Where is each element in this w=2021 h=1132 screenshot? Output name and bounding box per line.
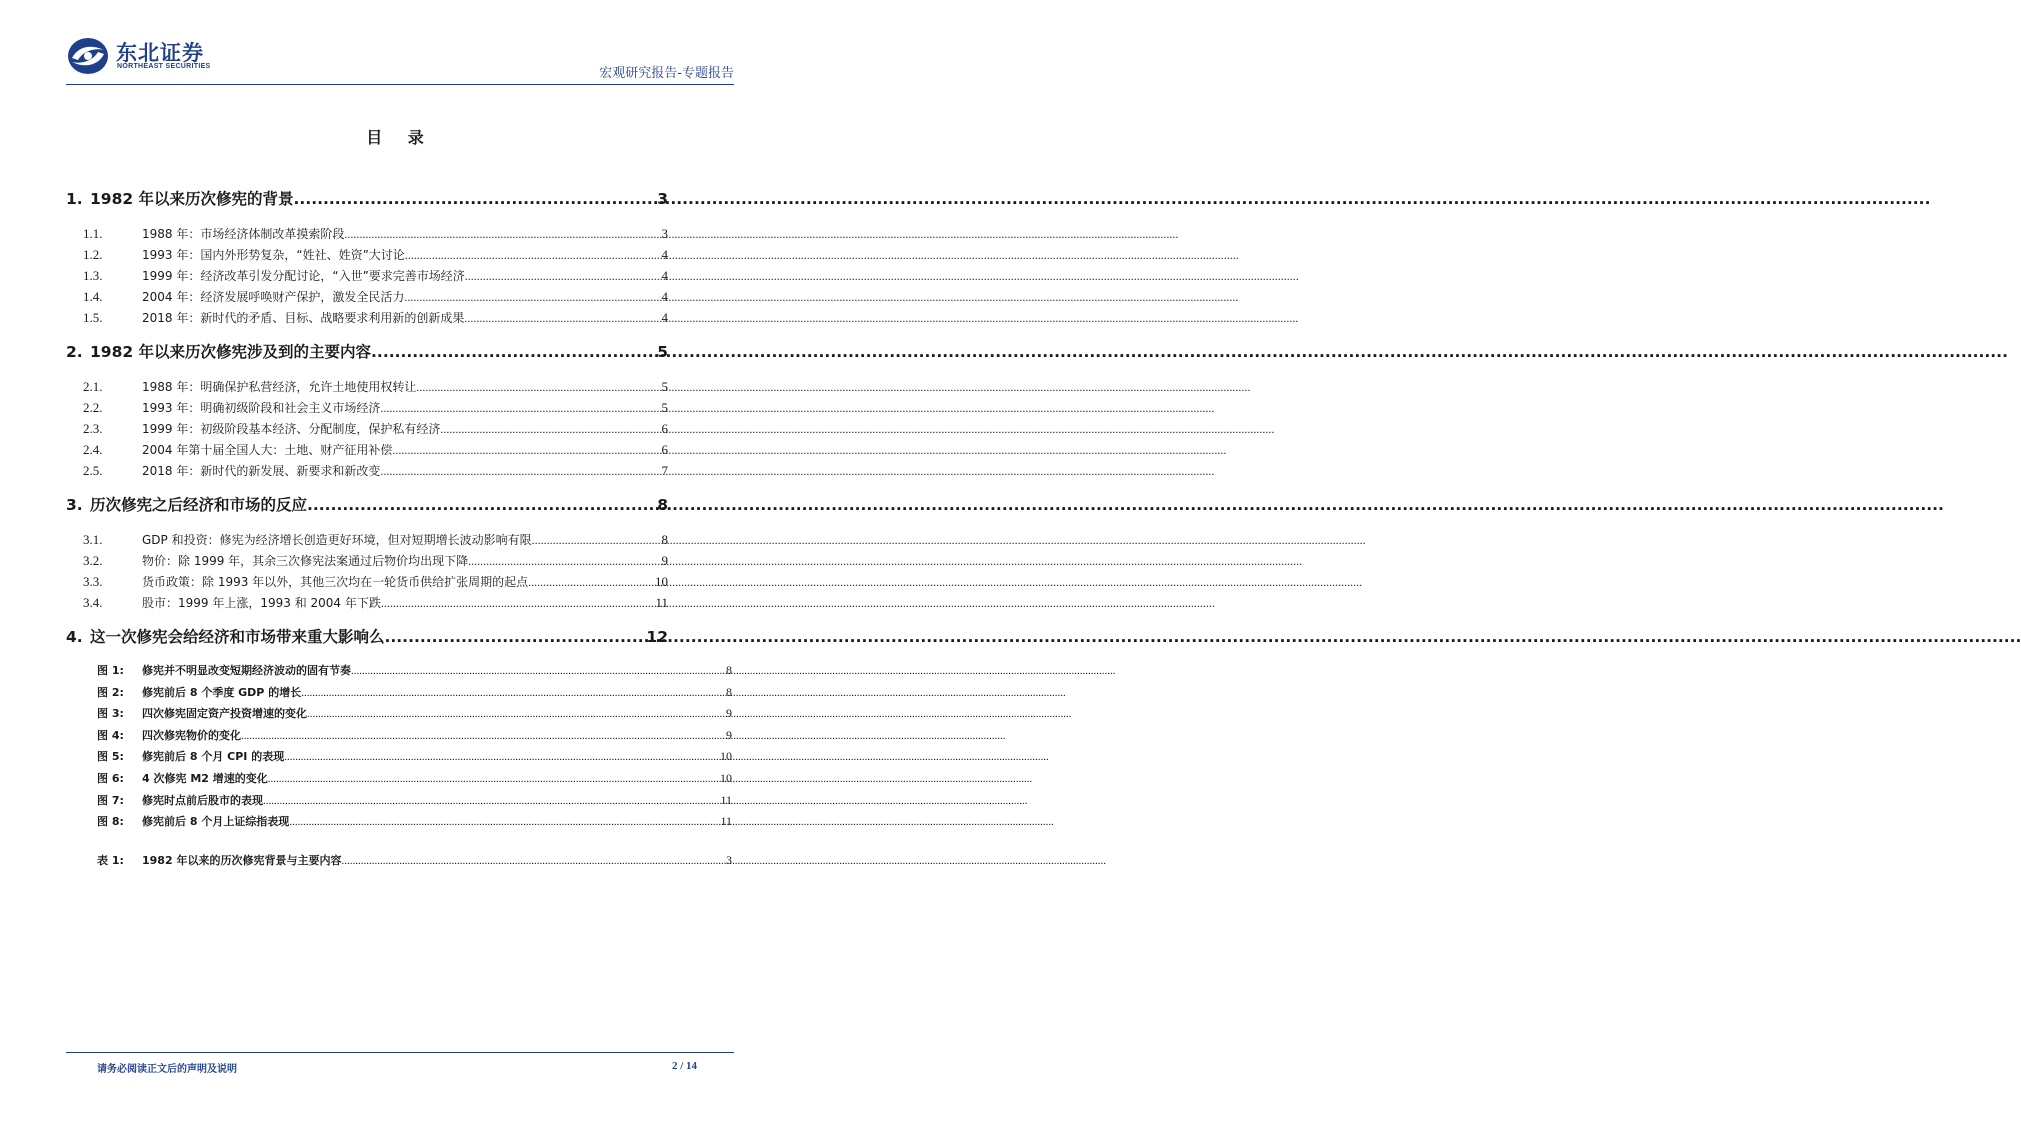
entry-page-number: 10 (720, 770, 732, 785)
entry-page-number: 10 (655, 574, 668, 589)
dot-leader (404, 287, 660, 308)
entry-page-number: 8 (657, 496, 668, 514)
entry-page-number: 9 (726, 706, 732, 721)
entry-title: 股市：1999 年上涨，1993 和 2004 年下跌 (142, 596, 381, 610)
toc-subsection-entry[interactable] (66, 529, 668, 550)
entry-page-number: 4 (661, 289, 668, 304)
entry-number: 2.4. (83, 442, 103, 457)
entry-number: 图 4: (97, 728, 124, 742)
dot-leader (268, 769, 719, 791)
entry-page-number: 5 (657, 343, 668, 361)
dot-leader (241, 726, 725, 748)
entry-number: 3.3. (83, 574, 103, 589)
figure-list-entry[interactable] (97, 682, 732, 704)
entry-number: 图 3: (97, 707, 124, 721)
entry-page-number: 4 (661, 310, 668, 325)
entry-page-number: 10 (720, 749, 732, 764)
spacer (66, 613, 668, 624)
entry-title: 历次修宪之后经济和市场的反应 (90, 496, 308, 514)
entry-number: 4. (66, 628, 83, 646)
toc-subsection-entry[interactable] (66, 376, 668, 397)
entry-number: 2.5. (83, 463, 103, 478)
entry-title: GDP 和投资：修宪为经济增长创造更好环境，但对短期增长波动影响有限 (142, 533, 532, 547)
entry-page-number: 9 (661, 553, 668, 568)
entry-page-number: 4 (661, 268, 668, 283)
entry-number: 3.4. (83, 595, 103, 610)
toc-subsection-entry[interactable] (66, 397, 668, 418)
entry-page-number: 11 (655, 595, 668, 610)
entry-page-number: 8 (726, 663, 732, 677)
entry-title: 修宪前后 8 个月 CPI 的表现 (142, 750, 285, 764)
entry-number: 图 1: (97, 664, 124, 677)
entry-page-number: 9 (726, 727, 732, 742)
entry-title: 2004 年：经济发展呼唤财产保护，激发全民活力 (142, 290, 405, 304)
dot-leader (344, 224, 660, 245)
entry-page-number: 6 (661, 421, 668, 436)
toc-subsection-entry[interactable] (66, 244, 668, 265)
logo-chinese-name: 东北证券 (116, 41, 204, 65)
dot-leader (385, 624, 646, 650)
entry-number: 3.1. (83, 532, 103, 547)
toc-subsection-entry[interactable] (66, 460, 668, 481)
page-number: 2 / 14 (671, 1060, 697, 1072)
entry-title: 修宪并不明显改变短期经济波动的固有节奏 (142, 664, 351, 677)
dot-leader (381, 593, 655, 614)
entry-title: 1988 年：市场经济体制改革摸索阶段 (142, 227, 345, 241)
entry-page-number: 8 (726, 684, 732, 699)
figure-list-entry[interactable] (97, 746, 732, 768)
figure-list-entry[interactable] (97, 790, 732, 812)
spacer (66, 481, 668, 492)
entry-title: 四次修宪物价的变化 (142, 728, 241, 742)
logo-english-name: NORTHEAST SECURITIES (117, 63, 211, 70)
entry-title: 1993 年：国内外形势复杂，“姓社、姓资”大讨论 (142, 248, 405, 262)
entry-page-number: 3 (661, 226, 668, 241)
entry-number: 1.2. (83, 247, 103, 262)
entry-title: 2018 年：新时代的矛盾、目标、战略要求利用新的创新成果 (142, 311, 465, 325)
entry-page-number: 3 (657, 190, 668, 208)
dot-leader (289, 812, 719, 834)
toc-section-entry[interactable] (66, 492, 668, 518)
toc-subsection-entry[interactable] (66, 418, 668, 439)
entry-title: 货币政策：除 1993 年以外，其他三次均在一轮货币供给扩张周期的起点 (142, 575, 529, 589)
entry-title: 1982 年以来历次修宪的背景 (90, 190, 294, 208)
entry-number: 图 7: (97, 793, 124, 807)
entry-title: 这一次修宪会给经济和市场带来重大影响么 (90, 628, 385, 646)
entry-number: 3.2. (83, 553, 103, 568)
entry-title: 修宪时点前后股市的表现 (142, 793, 263, 807)
entry-number: 图 8: (97, 815, 124, 829)
toc-subsection-entry[interactable] (66, 223, 668, 244)
toc-subsection-entry[interactable] (66, 571, 668, 592)
toc-subsection-entry[interactable] (66, 592, 668, 613)
dot-leader (307, 704, 725, 726)
dot-leader (380, 398, 660, 419)
entry-title: 2018 年：新时代的新发展、新要求和新改变 (142, 464, 381, 478)
entry-page-number: 12 (646, 628, 668, 646)
dot-leader (284, 747, 719, 769)
entry-number: 2.3. (83, 421, 103, 436)
entry-number: 1.5. (83, 310, 103, 325)
figure-list-entry[interactable] (97, 768, 732, 790)
header-divider (66, 84, 734, 85)
spacer (66, 328, 668, 339)
toc-subsection-entry[interactable] (66, 265, 668, 286)
dot-leader (532, 530, 661, 551)
entry-number: 图 5: (97, 750, 124, 764)
entry-number: 2.2. (83, 400, 103, 415)
entry-page-number: 3 (726, 853, 732, 867)
dot-leader (263, 791, 719, 813)
entry-number: 1.3. (83, 268, 103, 283)
entry-number: 1.1. (83, 226, 103, 241)
table-of-contents (66, 186, 668, 661)
dot-leader (341, 851, 725, 873)
entry-title: 1999 年：经济改革引发分配讨论，“入世”要求完善市场经济 (142, 269, 465, 283)
entry-title: 修宪前后 8 个季度 GDP 的增长 (142, 685, 302, 699)
entry-page-number: 4 (661, 247, 668, 262)
entry-title: 4 次修宪 M2 增速的变化 (142, 771, 268, 785)
entry-page-number: 11 (720, 814, 732, 829)
dot-leader (440, 419, 660, 440)
entry-title: 修宪前后 8 个月上证综指表现 (142, 815, 290, 829)
entry-title: 四次修宪固定资产投资增速的变化 (142, 707, 307, 721)
entry-title: 1982 年以来的历次修宪背景与主要内容 (142, 854, 342, 867)
dot-leader (464, 308, 660, 329)
entry-title: 2004 年第十届全国人大：土地、财产征用补偿 (142, 443, 393, 457)
dot-leader (528, 572, 654, 593)
entry-number: 2.1. (83, 379, 103, 394)
dot-leader (307, 492, 656, 518)
dot-leader (371, 339, 656, 365)
toc-subsection-entry[interactable] (66, 439, 668, 460)
dot-leader (351, 661, 725, 683)
entry-number: 1. (66, 190, 83, 208)
entry-page-number: 6 (661, 442, 668, 457)
figure-list-entry[interactable] (97, 811, 732, 833)
entry-page-number: 5 (661, 400, 668, 415)
footer-divider (66, 1052, 734, 1053)
toc-subsection-entry[interactable] (66, 307, 668, 328)
report-type-label: 宏观研究报告-专题报告 (599, 66, 734, 81)
dot-leader (380, 461, 660, 482)
dot-leader (301, 683, 725, 705)
entry-number: 图 2: (97, 685, 124, 699)
dot-leader (392, 440, 660, 461)
table-list-entry[interactable] (97, 850, 732, 872)
entry-title: 1999 年：初级阶段基本经济、分配制度，保护私有经济 (142, 422, 441, 436)
entry-number: 3. (66, 496, 83, 514)
northeast-securities-logo-icon (66, 36, 110, 76)
dot-leader (405, 245, 661, 266)
entry-number: 图 6: (97, 771, 124, 785)
entry-title: 物价：除 1999 年，其余三次修宪法案通过后物价均出现下降 (142, 554, 469, 568)
toc-section-entry[interactable] (66, 186, 668, 212)
entry-title: 1988 年：明确保护私营经济，允许土地使用权转让 (142, 380, 417, 394)
dot-leader (416, 377, 660, 398)
dot-leader (294, 186, 657, 212)
entry-title: 1993 年：明确初级阶段和社会主义市场经济 (142, 401, 381, 415)
toc-title: 目 录 (366, 128, 434, 147)
page-header (66, 34, 734, 84)
toc-section-entry[interactable] (66, 624, 668, 650)
entry-page-number: 8 (661, 532, 668, 547)
figure-list-entry[interactable] (97, 660, 732, 682)
entry-page-number: 7 (661, 463, 668, 478)
entry-title: 1982 年以来历次修宪涉及到的主要内容 (90, 343, 372, 361)
figure-list-entry[interactable] (97, 703, 732, 725)
entry-number: 2. (66, 343, 83, 361)
footer-disclaimer: 请务必阅读正文后的声明及说明 (97, 1064, 237, 1075)
toc-section-entry[interactable] (66, 339, 668, 365)
company-logo (66, 34, 306, 78)
toc-subsection-entry[interactable] (66, 286, 668, 307)
dot-leader (468, 551, 660, 572)
entry-number: 表 1: (97, 854, 124, 867)
entry-page-number: 5 (661, 379, 668, 394)
toc-subsection-entry[interactable] (66, 550, 668, 571)
dot-leader (465, 266, 661, 287)
entry-number: 1.4. (83, 289, 103, 304)
entry-page-number: 11 (720, 792, 732, 807)
figure-list-entry[interactable] (97, 725, 732, 747)
